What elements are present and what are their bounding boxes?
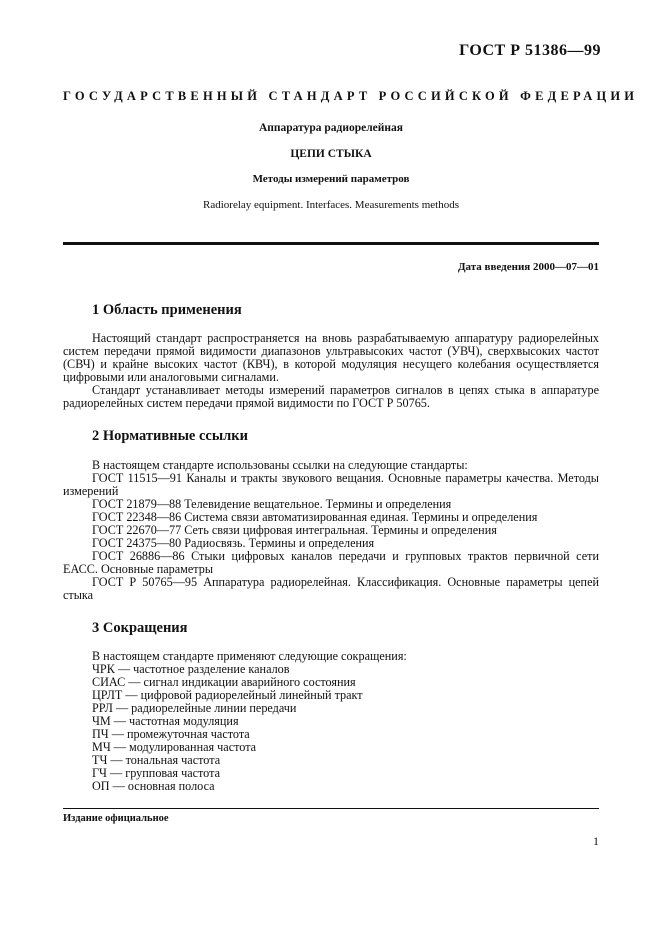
abbreviation-item: МЧ — модулированная частота — [92, 740, 257, 754]
footer-divider — [63, 808, 599, 809]
section-3-heading: 3 Сокращения — [92, 620, 188, 636]
state-standard-line: ГОСУДАРСТВЕННЫЙ СТАНДАРТ РОССИЙСКОЙ ФЕДЕРАЦИИ — [63, 89, 639, 103]
reference-item: ГОСТ Р 50765—95 Аппаратура радиорелейная. Классификация. Основные параметры цепей стыка — [63, 575, 599, 602]
abbreviations-intro: В настоящем стандарте применяют следующие сокращения: — [92, 649, 407, 663]
title-line-1: Аппаратура радиорелейная — [258, 122, 404, 134]
document-code: ГОСТ Р 51386—99 — [459, 42, 601, 59]
reference-item: ГОСТ 11515—91 Каналы и тракты звукового вещания. Основные параметры качества. Методы измерений — [63, 471, 599, 498]
reference-item: ГОСТ 22670—77 Сеть связи цифровая интегральная. Термины и определения — [92, 523, 497, 537]
reference-item: ГОСТ 26886—86 Стыки цифровых каналов передачи и групповых трактов первичной сети ЕАСС. Основные параметры — [63, 549, 599, 576]
abbreviation-item: ОП — основная полоса — [92, 779, 215, 793]
abbreviation-item: СИАС — сигнал индикации аварийного состояния — [92, 675, 356, 689]
reference-item: ГОСТ 24375—80 Радиосвязь. Термины и определения — [92, 536, 375, 550]
abbreviations-list — [92, 650, 407, 793]
title-line-2: ЦЕПИ СТЫКА — [290, 148, 372, 160]
abbreviation-item: ПЧ — промежуточная частота — [92, 727, 250, 741]
section-1-paragraph-1: Настоящий стандарт распространяется на вновь разрабатываемую аппаратуру радиорелейных систем передачи прямой видимости диапазонов ультравысоких частот (УВЧ), сверхвысоких частот (СВЧ) и крайне высоких частот (КВЧ), в которой модуляция несущего колебания осуществляется цифровыми или аналоговыми сигналами. — [63, 331, 599, 384]
introduction-date: Дата введения 2000—07—01 — [457, 261, 599, 273]
abbreviation-item: ГЧ — групповая частота — [92, 766, 220, 780]
abbreviation-item: РРЛ — радиорелейные линии передачи — [92, 701, 297, 715]
title-divider — [63, 242, 599, 245]
page-number: 1 — [593, 834, 599, 848]
abbreviation-item: ЦРЛТ — цифровой радиорелейный линейный тракт — [92, 688, 363, 702]
references-list — [63, 459, 599, 602]
reference-item: ГОСТ 22348—86 Система связи автоматизированная единая. Термины и определения — [92, 510, 538, 524]
section-2-heading: 2 Нормативные ссылки — [92, 428, 248, 444]
abbreviation-item: ЧРК — частотное разделение каналов — [92, 662, 290, 676]
reference-item: ГОСТ 21879—88 Телевидение вещательное. Термины и определения — [92, 497, 452, 511]
references-intro: В настоящем стандарте использованы ссылки на следующие стандарты: — [92, 458, 468, 472]
section-1-body — [63, 332, 599, 410]
abbreviation-item: ТЧ — тональная частота — [92, 753, 221, 767]
section-1-heading: 1 Область применения — [92, 302, 242, 318]
edition-label: Издание официальное — [63, 813, 169, 824]
abbreviation-item: ЧМ — частотная модуляция — [92, 714, 239, 728]
section-1-paragraph-2: Стандарт устанавливает методы измерений параметров сигналов в цепях стыка в аппаратуре радиорелейных систем передачи прямой видимости по ГОСТ Р 50765. — [63, 383, 599, 410]
title-line-3: Методы измерений параметров — [252, 173, 410, 185]
title-english: Radiorelay equipment. Interfaces. Measurements methods — [203, 199, 459, 211]
